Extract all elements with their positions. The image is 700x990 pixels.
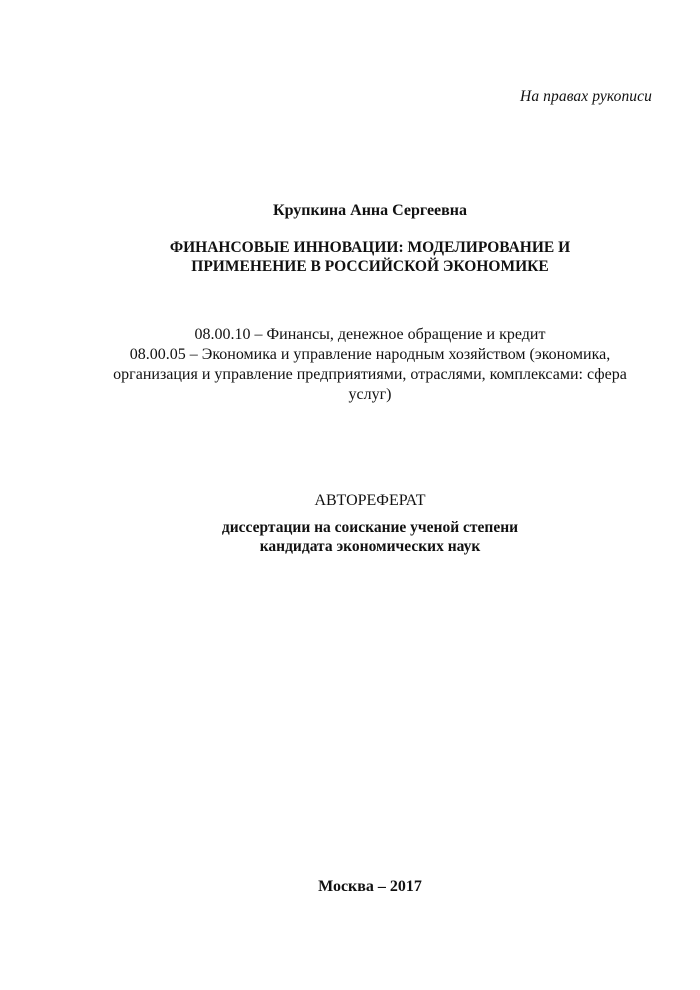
degree-statement [70,518,670,556]
rights-note: На правах рукописи [520,88,652,105]
specialty-line-1: 08.00.10 – Финансы, денежное обращение и кредит [194,326,546,343]
document-type: АВТОРЕФЕРАТ [314,492,426,509]
title-line-1: ФИНАНСОВЫЕ ИННОВАЦИИ: МОДЕЛИРОВАНИЕ И [169,239,571,256]
title-line-2: ПРИМЕНЕНИЕ В РОССИЙСКОЙ ЭКОНОМИКЕ [191,258,549,275]
author-name: Крупкина Анна Сергеевна [272,202,468,219]
degree-line-2: кандидата экономических наук [259,538,481,555]
degree-line-1: диссертации на соискание ученой степени [221,519,519,536]
specialty-line-4: услуг) [348,386,392,403]
specialty-codes [90,325,650,405]
specialty-line-2: 08.00.05 – Экономика и управление народным хозяйством (экономика, [129,346,611,363]
place-and-year: Москва – 2017 [318,878,422,895]
dissertation-title [70,238,670,276]
specialty-line-3: организация и управление предприятиями, отраслями, комплексами: сфера [113,366,627,383]
